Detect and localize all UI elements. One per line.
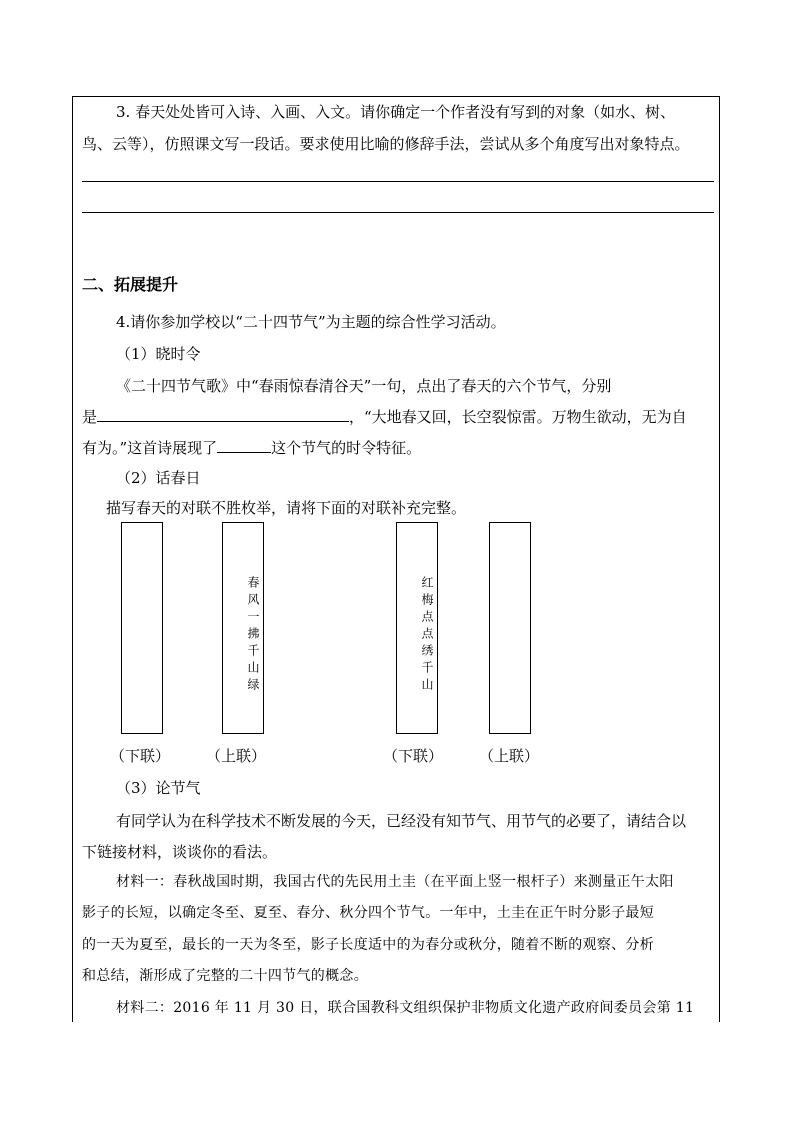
part3-line-2: 下链接材料，谈谈你的看法。 (82, 843, 278, 861)
part1-line-1: 《二十四节气歌》中“春雨惊春清谷天”一句，点出了春天的六个节气，分别 (116, 377, 612, 395)
fill-blank-six-terms[interactable] (97, 406, 349, 422)
couplet-scroll-3 (396, 522, 438, 734)
couplet-caption-1: （下联） (110, 747, 171, 765)
material1-line-3: 的一天为夏至，最长的一天为冬至，影子长度适中的为春分或秋分，随着不断的观察、分析 (82, 937, 654, 953)
material1-line-2: 影子的长短，以确定冬至、夏至、春分、秋分四个节气。一年中，土圭在正午时分影子最短 (82, 905, 654, 921)
couplet-text-2: 春风一拂千山绿 (246, 575, 260, 695)
couplet-scroll-4[interactable] (489, 522, 531, 734)
fill-blank-solar-term[interactable] (217, 437, 271, 453)
couplet-scroll-2 (222, 522, 264, 734)
couplet-caption-2: （上联） (206, 747, 267, 765)
part2-title: （2）话春日 (116, 469, 201, 487)
part2-desc: 描写春天的对联不胜枚举，请将下面的对联补充完整。 (106, 499, 467, 517)
part1-line-3-end: 这个节气的时令特征。 (271, 439, 422, 457)
couplet-scroll-1[interactable] (121, 522, 163, 734)
part1-title: （1）晓时令 (116, 345, 201, 363)
part1-line-3-start: 有为。”这首诗展现了 (82, 439, 218, 457)
answer-line-1[interactable] (82, 181, 714, 182)
part3-title: （3）论节气 (116, 779, 201, 797)
q4-intro: 4.请你参加学校以“二十四节气”为主题的综合性学习活动。 (116, 313, 506, 331)
q3-line-1: 3. 春天处处皆可入诗、入画、入文。请你确定一个作者没有写到的对象（如水、树、 (116, 103, 676, 121)
part1-line-2 (82, 406, 687, 427)
section-title: 二、拓展提升 (82, 275, 179, 294)
material1-line-4: 和总结，渐形成了完整的二十四节气的概念。 (82, 968, 368, 984)
q3-line-2: 鸟、云等），仿照课文写一段话。要求使用比喻的修辞手法，尝试从多个角度写出对象特点。 (82, 135, 690, 153)
answer-line-2[interactable] (82, 212, 714, 213)
material1-line-1: 材料一：春秋战国时期，我国古代的先民用土圭（在平面上竖一根杆子）来测量正午太阳 (116, 874, 674, 890)
part1-line-2-end: ，“大地春又回，长空裂惊雷。万物生欲动，无为自 (349, 408, 687, 426)
couplet-caption-4: （上联） (479, 747, 540, 765)
material2-line-1: 材料二：2016 年 11 月 30 日，联合国教科文组织保护非物质文化遗产政府间委员会第 11 (116, 1000, 695, 1016)
part1-line-3 (82, 437, 421, 458)
couplet-text-3: 红梅点点绣千山 (420, 575, 434, 695)
couplet-text-1 (122, 555, 162, 715)
couplet-caption-3: （下联） (383, 747, 444, 765)
part1-line-2-start: 是 (82, 408, 98, 426)
couplet-text-4 (490, 555, 530, 715)
part3-line-1: 有同学认为在科学技术不断发展的今天，已经没有知节气、用节气的必要了，请结合以 (116, 812, 687, 830)
